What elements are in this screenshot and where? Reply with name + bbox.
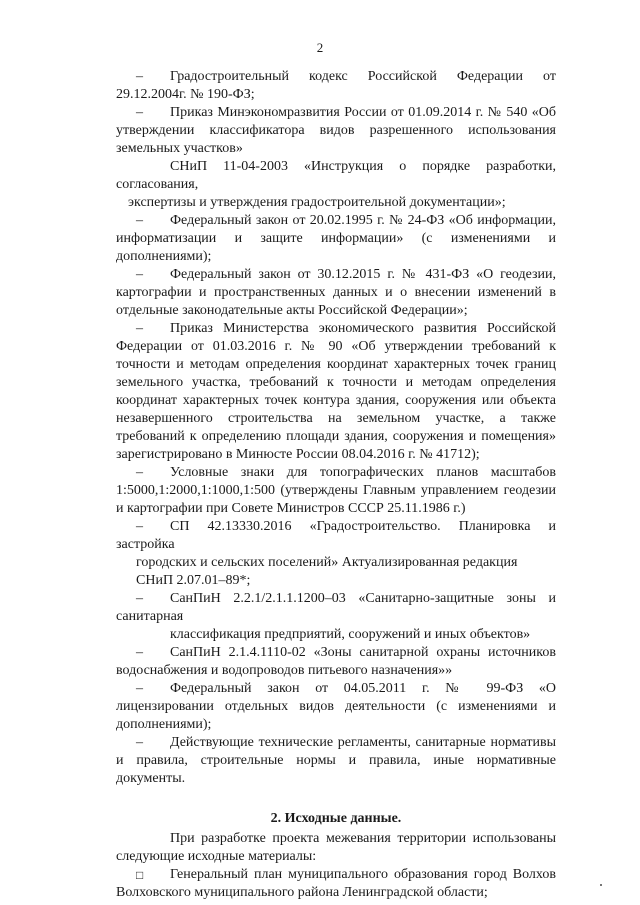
- list-item-text: СанПиН 2.1.4.1110-02 «Зоны санитарной охраны источников водоснабжения и водопроводов питьевого назначения»»: [116, 645, 556, 678]
- list-dash-marker: –: [136, 213, 143, 228]
- list-item-continuation: классификация предприятий, сооружений и иных объектов»: [170, 627, 531, 642]
- list-item: [116, 590, 556, 626]
- list-item-text: Федеральный закон от 04.05.2011 г. № 99-ФЗ «О лицензировании отдельных видов деятельности (с изменениями и дополнениями);: [116, 681, 556, 732]
- list-dash-marker: –: [136, 321, 143, 336]
- list-item: [116, 212, 556, 266]
- list-dash-marker: –: [136, 267, 143, 282]
- list-item-text: Приказ Минэкономразвития России от 01.09.2014 г. № 540 «Об утверждении классификатора видов разрешенного использования земельных участков»: [116, 105, 556, 156]
- list-item-text: Приказ Министерства экономического развития Российской Федерации от 01.03.2016 г. № 90 «Об утверждении требований к точности и методам определения координат характерных точек границ земельного участка, требований к точности и методам определения координат характерных точек контура здания, сооружения или объекта незавершенного строительства на земельном участке, а также требований к определению площади здания, сооружения и помещения» зарегистрировано в Минюсте России 08.04.2016 г. № 41712);: [116, 321, 556, 462]
- source-item-text: Генеральный план муниципального образования город Волхов Волховского муниципального района Ленинградской области;: [116, 867, 556, 900]
- list-item: [116, 464, 556, 518]
- list-item-text: Федеральный закон от 20.02.1995 г. № 24-ФЗ «Об информации, информатизации и защите информации» (с изменениями и дополнениями);: [116, 213, 556, 264]
- list-dash-marker: –: [136, 735, 143, 750]
- list-item-continuation: экспертизы и утверждения градостроительной документации»;: [128, 195, 506, 210]
- list-dash-marker: –: [136, 681, 143, 696]
- list-dash-marker: –: [136, 645, 143, 660]
- section-heading: 2. Исходные данные.: [270, 811, 402, 826]
- list-item-text: Градостроительный кодекс Российской Федерации от 29.12.2004г. № 190-ФЗ;: [116, 69, 556, 102]
- source-materials-list: [116, 866, 556, 902]
- list-dash-marker: –: [136, 465, 143, 480]
- document-body: [116, 68, 556, 902]
- list-item: [116, 68, 556, 104]
- list-item-text: СанПиН 2.2.1/2.1.1.1200–03 «Санитарно-защитные зоны и санитарная: [116, 591, 556, 624]
- list-item: [116, 518, 556, 554]
- page-number: 2: [316, 40, 324, 55]
- list-dash-marker: –: [136, 69, 143, 84]
- list-item-continuation: городских и сельских поселений» Актуализированная редакция: [136, 555, 518, 570]
- list-item-text: Федеральный закон от 30.12.2015 г. № 431-ФЗ «О геодезии, картографии и пространственных данных и о внесении изменений в отдельные законодательные акты Российской Федерации»;: [116, 267, 556, 318]
- bullet-box-icon: □: [136, 868, 144, 882]
- list-item-text: Условные знаки для топографических планов масштабов 1:5000,1:2000,1:1000,1:500 (утверждены Главным управлением геодезии и картографии при Совете Министров СССР 25.11.1986 г.): [116, 465, 556, 516]
- scan-speck: [600, 884, 602, 886]
- list-item: [116, 644, 556, 680]
- list-item: [116, 320, 556, 464]
- list-item-text: СП 42.13330.2016 «Градостроительство. Планировка и застройка: [116, 519, 556, 552]
- section-intro: При разработке проекта межевания территории использованы следующие исходные материалы:: [116, 831, 556, 864]
- list-item: [116, 680, 556, 734]
- list-dash-marker: –: [136, 591, 143, 606]
- list-item: [116, 734, 556, 788]
- list-dash-marker: –: [136, 105, 143, 120]
- list-item: [116, 266, 556, 320]
- list-item-continuation: СНиП 2.07.01–89*;: [136, 573, 251, 588]
- list-item: [116, 104, 556, 158]
- list-dash-marker: –: [136, 519, 143, 534]
- list-item: [116, 158, 556, 194]
- list-item-text: Действующие технические регламенты, санитарные нормативы и правила, строительные нормы и правила, иные нормативные документы.: [116, 735, 556, 786]
- list-item-text: СНиП 11-04-2003 «Инструкция о порядке разработки, согласования,: [116, 159, 556, 192]
- regulations-list: [116, 68, 556, 788]
- source-item: [116, 866, 556, 902]
